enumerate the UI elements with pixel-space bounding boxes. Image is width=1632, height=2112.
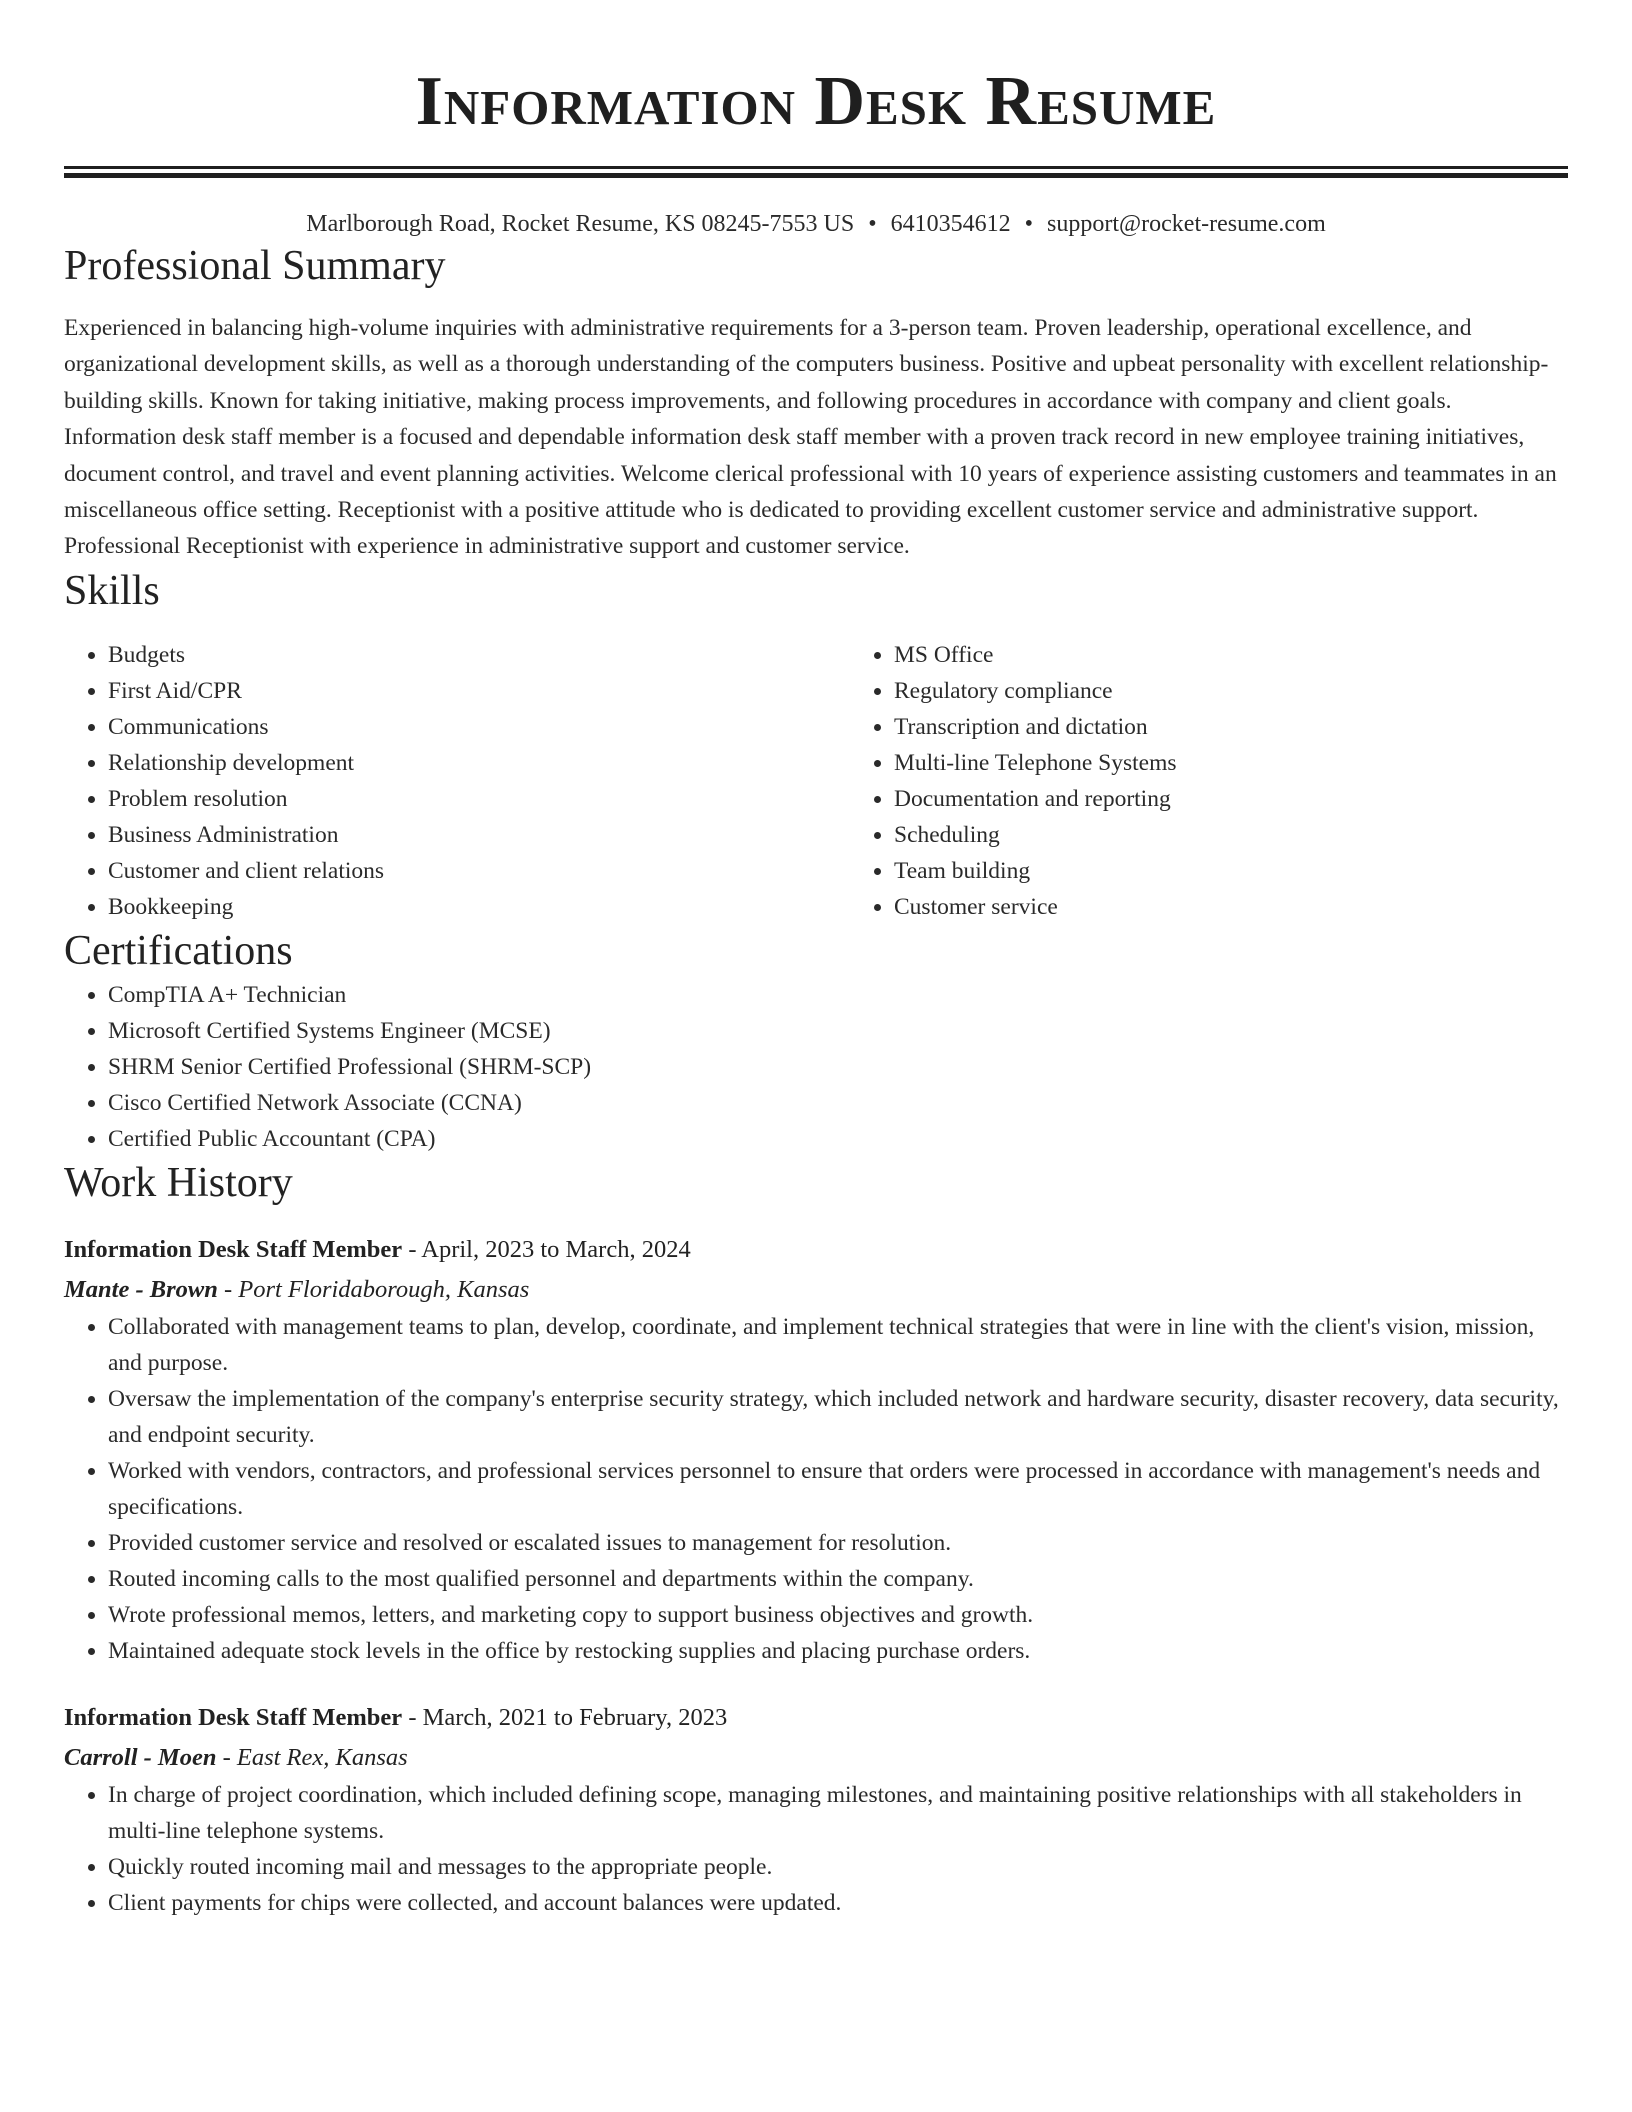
job-role: Information Desk Staff Member: [64, 1703, 403, 1731]
summary-heading: Professional Summary: [64, 243, 446, 289]
job-dates: - April, 2023 to March, 2024: [402, 1235, 691, 1263]
contact-line: [64, 208, 1568, 240]
skill-item: • Regulatory compliance: [894, 673, 1632, 709]
certification-item: • Certified Public Accountant (CPA): [108, 1121, 1568, 1157]
certification-item: • Cisco Certified Network Associate (CCNA): [108, 1085, 1568, 1121]
job-location: - Port Floridaborough, Kansas: [217, 1275, 530, 1303]
job-duties-list: [64, 1777, 1568, 1921]
skill-item: • MS Office: [894, 637, 1632, 673]
certifications-list: [64, 977, 1568, 1157]
job-duty: • Oversaw the implementation of the company's enterprise security strategy, which included network and hardware security, disaster recovery, data security, and endpoint security.: [108, 1381, 1568, 1453]
work-history-heading: Work History: [64, 1159, 293, 1206]
contact-phone: 6410354612: [890, 211, 1011, 237]
job-dates: - March, 2021 to February, 2023: [402, 1703, 728, 1731]
job-duty: • Wrote professional memos, letters, and marketing copy to support business objectives and growth.: [108, 1597, 1568, 1633]
skills-columns: [64, 637, 1568, 925]
skill-item: • Communications: [108, 709, 850, 745]
skill-item: • Budgets: [108, 637, 850, 673]
job-company-line: [64, 1739, 1568, 1777]
job-role: Information Desk Staff Member: [64, 1235, 403, 1263]
contact-address: Marlborough Road, Rocket Resume, KS 08245-7553 US: [306, 211, 855, 237]
skills-list-left: [64, 637, 850, 925]
skill-item: • Problem resolution: [108, 781, 850, 817]
job-company: Mante - Brown: [64, 1275, 218, 1303]
skill-item: • Scheduling: [894, 817, 1632, 853]
contact-separator: •: [1024, 211, 1034, 237]
contact-separator: •: [868, 211, 877, 237]
skill-item: • Bookkeeping: [108, 889, 850, 925]
resume-title: Information Desk Resume: [415, 63, 1217, 140]
skill-item: • First Aid/CPR: [108, 673, 850, 709]
certification-item: • Microsoft Certified Systems Engineer (MCSE): [108, 1013, 1568, 1049]
job-company-line: [64, 1271, 1568, 1309]
job-title-line: [64, 1231, 1568, 1269]
job-duty: • Worked with vendors, contractors, and professional services personnel to ensure that orders were processed in accordance with management's needs and specifications.: [108, 1453, 1568, 1525]
job-duty: • Client payments for chips were collected, and account balances were updated.: [108, 1885, 1568, 1921]
skill-item: • Team building: [894, 853, 1632, 889]
skill-item: • Documentation and reporting: [894, 781, 1632, 817]
skill-item: • Business Administration: [108, 817, 850, 853]
skill-item: • Relationship development: [108, 745, 850, 781]
job-company: Carroll - Moen: [64, 1743, 217, 1771]
job-duty: • Provided customer service and resolved or escalated issues to management for resolution.: [108, 1525, 1568, 1561]
job-duty: • In charge of project coordination, which included defining scope, managing milestones, and maintaining positive relationships with all stakeholders in multi-line telephone systems.: [108, 1777, 1568, 1849]
job-duty: • Quickly routed incoming mail and messages to the appropriate people.: [108, 1849, 1568, 1885]
certification-item: • CompTIA A+ Technician: [108, 977, 1568, 1013]
certification-item: • SHRM Senior Certified Professional (SHRM-SCP): [108, 1049, 1568, 1085]
skill-item: • Transcription and dictation: [894, 709, 1632, 745]
job-duty: • Collaborated with management teams to plan, develop, coordinate, and implement technical strategies that were in line with the client's vision, mission, and purpose.: [108, 1309, 1568, 1381]
title-divider: [64, 166, 1568, 178]
job-duty: • Routed incoming calls to the most qualified personnel and departments within the company.: [108, 1561, 1568, 1597]
skills-heading: Skills: [64, 567, 160, 614]
skills-list-right: [850, 637, 1632, 925]
job-entry: [64, 1699, 1568, 1921]
job-duty: • Maintained adequate stock levels in the office by restocking supplies and placing purchase orders.: [108, 1633, 1568, 1669]
contact-email: support@rocket-resume.com: [1047, 211, 1326, 237]
job-location: - East Rex, Kansas: [216, 1743, 408, 1771]
certifications-heading: Certifications: [64, 927, 293, 974]
skill-item: • Multi-line Telephone Systems: [894, 745, 1632, 781]
summary-text: Experienced in balancing high-volume inquiries with administrative requirements for a 3-person team. Proven leadership, operational excellence, and organizational development skills, as well as a thorough understanding of the computers business. Positive and upbeat personality with excellent relationship-building skills. Known for taking initiative, making process improvements, and following procedures in accordance with company and client goals. Information desk staff member is a focused and dependable information desk staff member with a proven track record in new employee training initiatives, document control, and travel and event planning activities. Welcome clerical professional with 10 years of experience assisting customers and teammates in an miscellaneous office setting. Receptionist with a positive attitude who is dedicated to providing excellent customer service and administrative support. Professional Receptionist with experience in administrative support and customer service.: [64, 315, 1557, 560]
skill-item: • Customer service: [894, 889, 1632, 925]
job-title-line: [64, 1699, 1568, 1737]
job-entry: [64, 1231, 1568, 1669]
job-duties-list: [64, 1309, 1568, 1669]
skill-item: • Customer and client relations: [108, 853, 850, 889]
